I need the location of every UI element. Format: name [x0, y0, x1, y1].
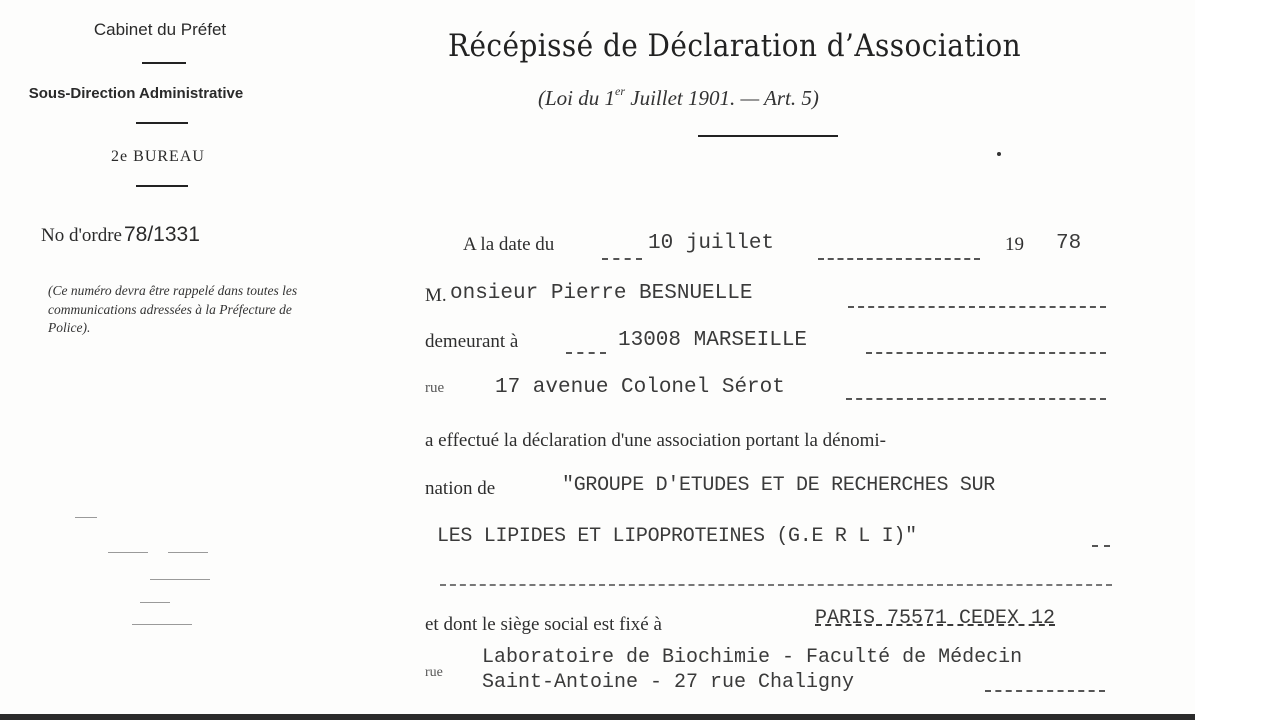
dotted-line [846, 398, 1106, 400]
scan-edge [0, 714, 1195, 720]
declarant-name: onsieur Pierre BESNUELLE [450, 282, 753, 305]
street-label: rue [425, 380, 445, 396]
faint-mark [132, 624, 192, 625]
year-prefix: 19 [1005, 234, 1024, 255]
faint-mark [108, 552, 148, 553]
dotted-line [985, 690, 1105, 692]
faint-mark [140, 602, 170, 603]
seat-address-line2: Saint-Antoine - 27 rue Chaligny [482, 671, 855, 694]
speck [997, 152, 1001, 156]
order-number-line [41, 223, 200, 247]
association-name-line1: "GROUPE D'ETUDES ET DE RECHERCHES SUR [562, 474, 995, 497]
name-prefix: M. [425, 285, 447, 306]
seat-street-label: rue [425, 665, 443, 680]
divider [136, 185, 188, 187]
association-name-line2: LES LIPIDES ET LIPOPROTEINES (G.E R L I)" [437, 525, 917, 548]
seat-label: et dont le siège social est fixé à [425, 614, 662, 635]
order-number-note: (Ce numéro devra être rappelé dans toutes les communications adressées à la Préfecture de Police). [48, 283, 298, 335]
bureau-heading: 2e BUREAU [111, 148, 205, 165]
header-divider [698, 135, 838, 137]
dotted-line [440, 584, 1112, 586]
faint-mark [150, 579, 210, 580]
dotted-line [566, 352, 606, 354]
declaration-text: a effectué la déclaration d'une association portant la dénomi- [425, 430, 886, 451]
dotted-line [866, 352, 1106, 354]
dotted-line [602, 258, 642, 260]
divider [136, 122, 188, 124]
street-value: 17 avenue Colonel Sérot [495, 376, 785, 399]
law-reference: (Loi du 1er Juillet 1901. — Art. 5) [538, 84, 819, 110]
faint-mark [168, 552, 208, 553]
date-label: A la date du [463, 234, 555, 255]
faint-mark [75, 517, 97, 518]
declaration-text-continued: nation de [425, 478, 496, 499]
dotted-line [848, 306, 1106, 308]
office-heading: Cabinet du Préfet [93, 20, 227, 39]
date-value: 10 juillet [648, 232, 775, 255]
divider [142, 62, 186, 64]
document-title: Récépissé de Déclaration d’Association [448, 28, 1021, 64]
seat-city: PARIS 75571 CEDEX 12 [815, 607, 1056, 630]
year-value: 78 [1056, 232, 1082, 255]
residence-label: demeurant à [425, 331, 519, 352]
seat-address-line1: Laboratoire de Biochimie - Faculté de Médecin [482, 646, 1023, 669]
page-margin [1195, 0, 1280, 720]
order-label: No d'ordre [41, 225, 122, 246]
dotted-line [818, 258, 980, 260]
sub-direction-heading: Sous-Direction Administrative [28, 85, 244, 102]
residence-value: 13008 MARSEILLE [618, 329, 808, 352]
order-number: 78/1331 [123, 223, 200, 246]
dotted-line [1092, 545, 1110, 547]
